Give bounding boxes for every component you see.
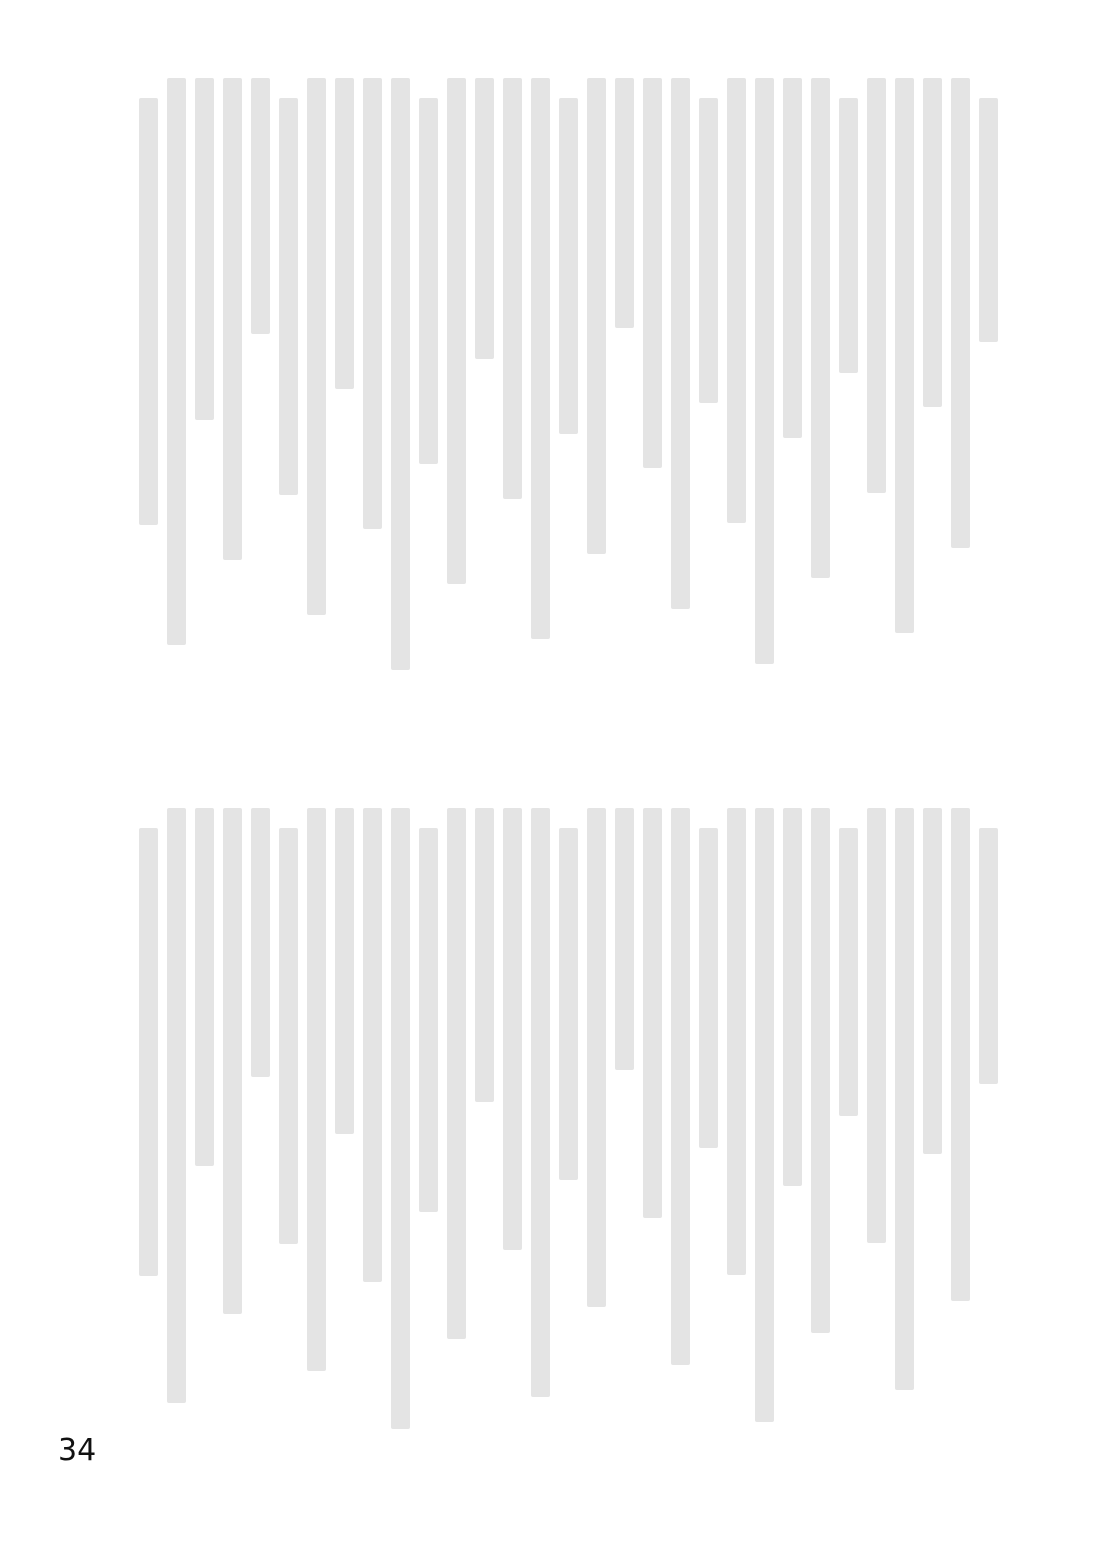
text-column-placeholder: [391, 78, 410, 670]
text-column-placeholder: [839, 828, 858, 1116]
text-block-bottom: [118, 808, 998, 1448]
text-column-placeholder: [895, 808, 914, 1390]
text-column-placeholder: [503, 808, 522, 1250]
text-column-placeholder: [671, 808, 690, 1365]
text-column-placeholder: [615, 808, 634, 1070]
text-column-placeholder: [195, 808, 214, 1166]
text-column-placeholder: [195, 78, 214, 420]
text-column-placeholder: [419, 98, 438, 464]
text-column-placeholder: [811, 808, 830, 1333]
text-column-placeholder: [699, 98, 718, 403]
text-column-placeholder: [279, 828, 298, 1244]
text-column-placeholder: [307, 808, 326, 1371]
text-column-placeholder: [279, 98, 298, 495]
text-column-placeholder: [895, 78, 914, 633]
text-column-placeholder: [559, 828, 578, 1180]
text-column-placeholder: [391, 808, 410, 1429]
text-column-placeholder: [475, 808, 494, 1102]
text-column-placeholder: [335, 808, 354, 1134]
text-column-placeholder: [475, 78, 494, 359]
text-column-placeholder: [531, 78, 550, 639]
text-column-placeholder: [223, 78, 242, 560]
text-column-placeholder: [363, 78, 382, 529]
text-column-placeholder: [251, 78, 270, 334]
text-column-placeholder: [727, 808, 746, 1275]
text-column-placeholder: [363, 808, 382, 1282]
page-number: 34: [58, 1433, 97, 1468]
text-column-placeholder: [139, 828, 158, 1276]
text-column-placeholder: [419, 828, 438, 1212]
text-column-placeholder: [783, 808, 802, 1186]
text-column-placeholder: [783, 78, 802, 438]
text-column-placeholder: [531, 808, 550, 1397]
text-column-placeholder: [167, 78, 186, 645]
text-column-placeholder: [979, 98, 998, 342]
text-column-placeholder: [643, 78, 662, 468]
text-column-placeholder: [951, 808, 970, 1301]
text-column-placeholder: [139, 98, 158, 525]
text-column-placeholder: [699, 828, 718, 1148]
text-column-placeholder: [503, 78, 522, 499]
text-column-placeholder: [923, 808, 942, 1154]
text-column-placeholder: [867, 808, 886, 1243]
text-column-placeholder: [223, 808, 242, 1314]
text-column-placeholder: [643, 808, 662, 1218]
text-column-placeholder: [671, 78, 690, 609]
text-column-placeholder: [615, 78, 634, 328]
text-column-placeholder: [839, 98, 858, 373]
text-column-placeholder: [923, 78, 942, 407]
text-column-placeholder: [559, 98, 578, 434]
text-column-placeholder: [307, 78, 326, 615]
text-column-placeholder: [167, 808, 186, 1403]
text-column-placeholder: [587, 78, 606, 554]
text-column-placeholder: [951, 78, 970, 548]
text-column-placeholder: [251, 808, 270, 1077]
text-column-placeholder: [755, 78, 774, 664]
text-column-placeholder: [447, 78, 466, 584]
text-column-placeholder: [447, 808, 466, 1339]
text-column-placeholder: [811, 78, 830, 578]
text-column-placeholder: [755, 808, 774, 1422]
text-column-placeholder: [727, 78, 746, 523]
text-column-placeholder: [335, 78, 354, 389]
text-block-top: [118, 78, 998, 688]
text-column-placeholder: [867, 78, 886, 493]
text-column-placeholder: [979, 828, 998, 1084]
text-column-placeholder: [587, 808, 606, 1307]
